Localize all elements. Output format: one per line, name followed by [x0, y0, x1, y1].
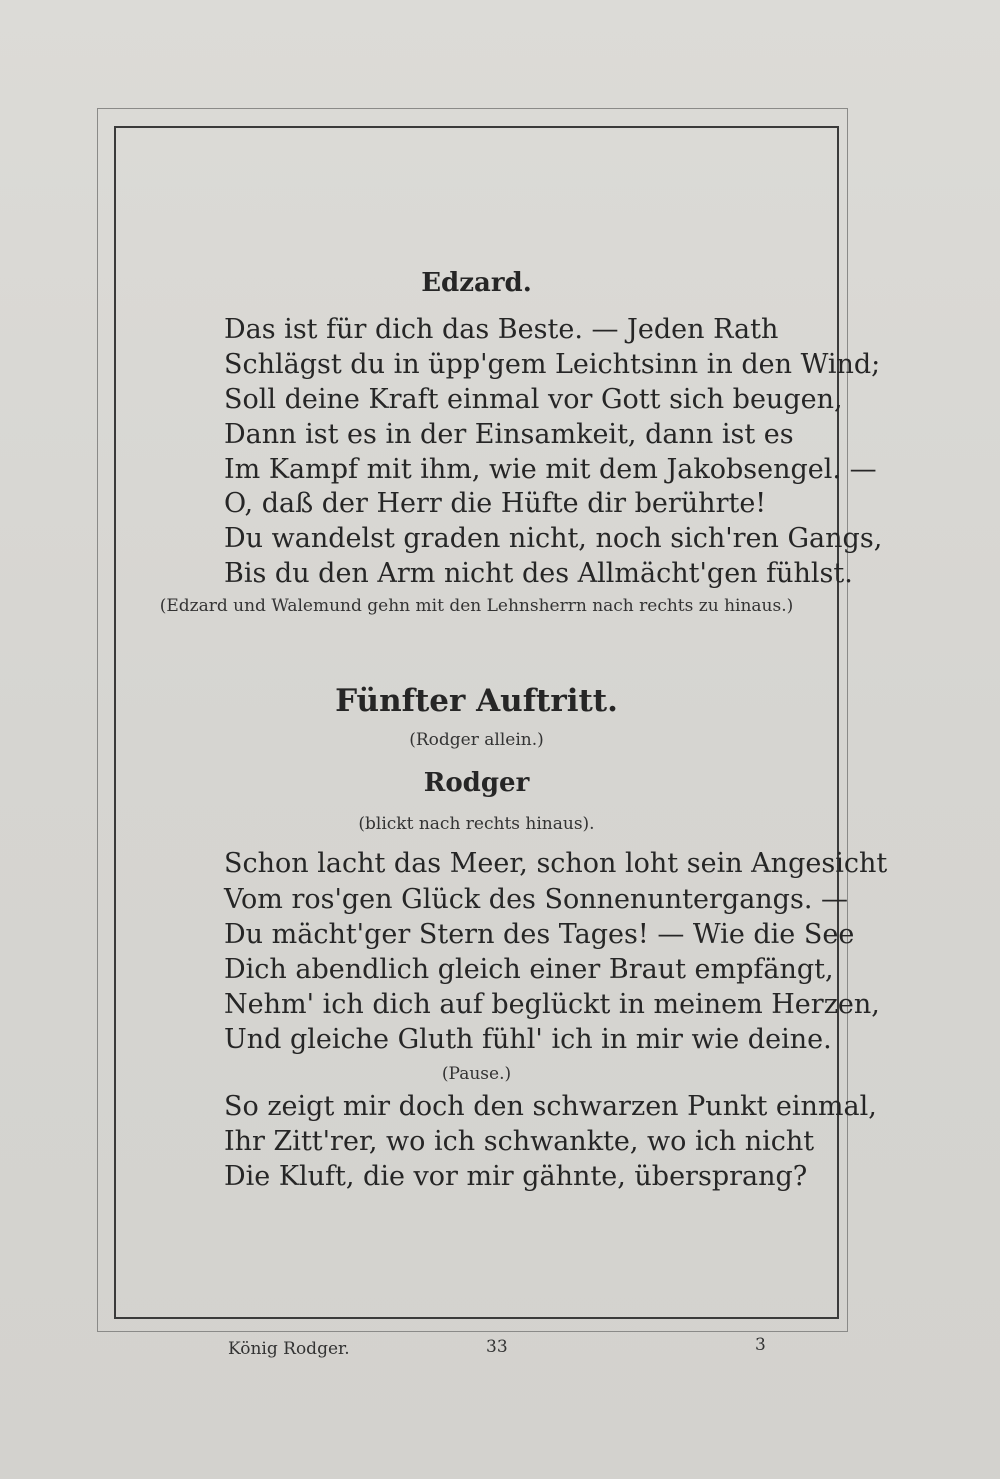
verse-line: Du mächt'ger Stern des Tages! — Wie die See	[224, 919, 855, 950]
stage-direction: (blickt nach rechts hinaus).	[358, 814, 595, 834]
verse-line: Die Kluft, die vor mir gähnte, übersprang?	[224, 1161, 808, 1192]
verse-line: O, daß der Herr die Hüfte dir berührte!	[224, 488, 767, 519]
verse-line: Bis du den Arm nicht des Allmächt'gen fühlst.	[224, 558, 853, 589]
footer-page-number: 33	[486, 1337, 508, 1357]
verse-line: Schon lacht das Meer, schon loht sein Angesicht	[224, 848, 888, 879]
verse-line: Soll deine Kraft einmal vor Gott sich beugen,	[224, 384, 843, 415]
verse-line: Vom ros'gen Glück des Sonnenuntergangs. —	[224, 884, 848, 915]
verse-line: Im Kampf mit ihm, wie mit dem Jakobsengel. —	[224, 454, 877, 485]
footer-book-title: König Rodger.	[228, 1339, 350, 1359]
act-title: Fünfter Auftritt.	[335, 683, 618, 719]
verse-line: So zeigt mir doch den schwarzen Punkt einmal,	[224, 1091, 877, 1122]
verse-line: Und gleiche Gluth fühl' ich in mir wie deine.	[224, 1024, 832, 1055]
verse-line: Nehm' ich dich auf beglückt in meinem Herzen,	[224, 989, 880, 1020]
act-subtitle: (Rodger allein.)	[409, 730, 544, 750]
speaker-heading-edzard: Edzard.	[421, 268, 532, 298]
verse-line: Du wandelst graden nicht, noch sich'ren Gangs,	[224, 523, 883, 554]
page-content	[114, 126, 888, 1319]
stage-direction: (Pause.)	[441, 1064, 512, 1084]
stage-direction: (Edzard und Walemund gehn mit den Lehnsherrn nach rechts zu hinaus.)	[159, 596, 794, 616]
verse-line: Das ist für dich das Beste. — Jeden Rath	[224, 314, 779, 345]
verse-line: Dann ist es in der Einsamkeit, dann ist es	[224, 419, 794, 450]
verse-line: Dich abendlich gleich einer Braut empfängt,	[224, 954, 834, 985]
footer-signature-mark: 3	[755, 1335, 766, 1355]
verse-line: Ihr Zitt'rer, wo ich schwankte, wo ich nicht	[224, 1126, 815, 1157]
verse-line: Schlägst du in üpp'gem Leichtsinn in den Wind;	[224, 349, 881, 380]
speaker-heading-rodger: Rodger	[423, 768, 530, 798]
